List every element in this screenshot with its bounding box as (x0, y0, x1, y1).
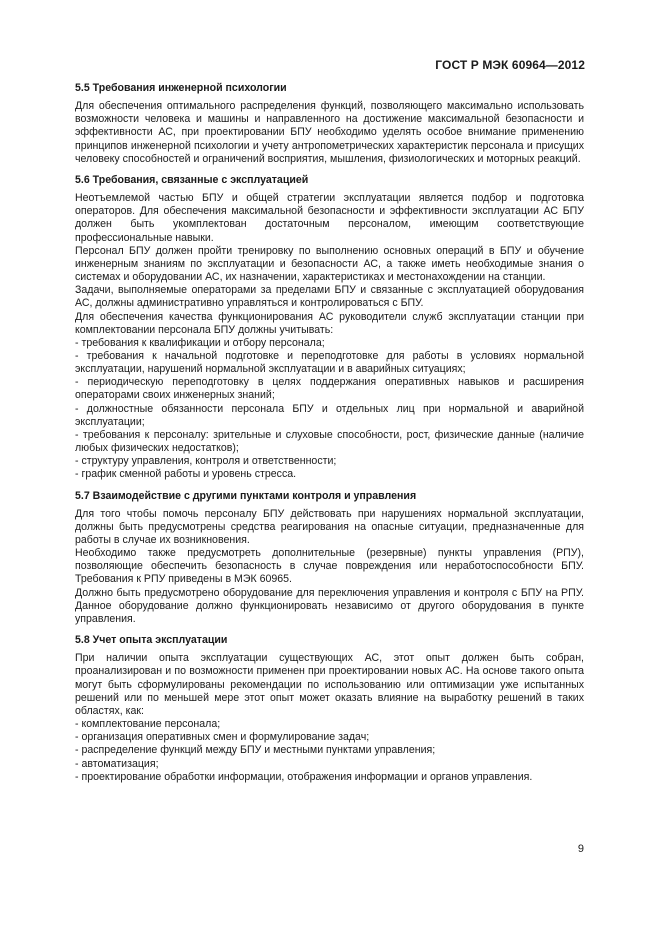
list-item: - должностные обязанности персонала БПУ и отдельных лиц при нормальной и аварийной эксплуатации; (75, 402, 584, 428)
page-content (75, 82, 584, 784)
list-item: - комплектование персонала; (75, 718, 221, 731)
list-item: - периодическую переподготовку в целях поддержания оперативных навыков и расширения операторами своих инженерных знаний; (75, 376, 584, 402)
list-item: - организация оперативных смен и формулирование задач; (75, 731, 370, 744)
paragraph: Необходимо также предусмотреть дополнительные (резервные) пункты управления (РПУ), позволяющие обеспечить безопасность в случае повреждения или неработоспособности БПУ. Требования к РПУ приведены в МЭК 60965. (75, 547, 584, 586)
requirements-list (75, 337, 584, 482)
paragraph: Персонал БПУ должен пройти тренировку по выполнению основных операций в БПУ и обучение инженерным знаниям по эксплуатации и безопасности АС, а также иметь необходимые знания о системах и оборудовании АС, их назначении, характеристиках и местонахождении на станции. (75, 244, 584, 284)
section-5-8 (75, 634, 584, 784)
paragraph: Для обеспечения качества функционирования АС руководители служб эксплуатации станции при комплектовании персонала БПУ должны учитывать: (75, 310, 584, 336)
paragraph: Должно быть предусмотрено оборудование для переключения управления и контроля с БПУ на РПУ. Данное оборудование должно функционировать независимо от другого оборудования в пункте управления. (75, 586, 584, 625)
section-heading: 5.6 Требования, связанные с эксплуатацией (75, 173, 309, 186)
list-item: - проектирование обработки информации, отображения информации и органов управления. (75, 770, 533, 783)
list-item: - автоматизация; (75, 757, 159, 770)
document-header: ГОСТ Р МЭК 60964—2012 (435, 58, 585, 72)
list-item: - требования к квалификации и отбору персонала; (75, 336, 325, 349)
paragraph: Неотъемлемой частью БПУ и общей стратегии эксплуатации является подбор и подготовка операторов. Для обеспечения максимальной безопасности и эффективности эксплуатации АС БПУ должен быть укомплектован достаточным персоналом, имеющим соответствующие профессиональные навыки. (75, 192, 584, 244)
paragraph: Задачи, выполняемые операторами за пределами БПУ и связанные с эксплуатацией оборудования АС, должны административно управляться и контролироваться с БПУ. (75, 284, 584, 310)
section-5-7 (75, 490, 584, 627)
list-item: - распределение функций между БПУ и местными пунктами управления; (75, 744, 436, 757)
section-heading: 5.7 Взаимодействие с другими пунктами контроля и управления (75, 489, 417, 502)
experience-areas-list (75, 718, 584, 784)
section-heading: 5.5 Требования инженерной психологии (75, 82, 287, 94)
page-number: 9 (577, 843, 584, 855)
paragraph: Для обеспечения оптимального распределения функций, позволяющего максимально использовать возможности человека и машины и направленного на достижение максимальной безопасности и эффективности АС, при проектировании БПУ необходимо уделять особое внимание применению принципов инженерной психологии и учету антропометрических характеристик персонала и присущих человеку способностей и ограничений восприятия, мышления, физиологических и моторных реакций. (75, 100, 584, 165)
section-heading: 5.8 Учет опыта эксплуатации (75, 634, 228, 647)
list-item: - требования к начальной подготовке и переподготовке для работы в условиях нормальной эксплуатации, нарушений нормальной эксплуатации и в аварийных ситуациях; (75, 349, 584, 376)
section-5-6 (75, 174, 584, 482)
paragraph: При наличии опыта эксплуатации существующих АС, этот опыт должен быть собран, проанализирован и по возможности применен при проектировании новых АС. На основе такого опыта могут быть сформулированы рекомендации по использованию или оптимизации уже испытанных решений или по меньшей мере этот опыт может оказать влияние на выработку решений в таких областях, как: (75, 652, 584, 717)
section-5-5 (75, 82, 584, 166)
list-item: - требования к персоналу: зрительные и слуховые способности, рост, физические данные (наличие любых физических недостатков); (75, 428, 584, 455)
list-item: - график сменной работы и уровень стресса. (75, 468, 297, 481)
list-item: - структуру управления, контроля и ответственности; (75, 455, 337, 468)
paragraph: Для того чтобы помочь персоналу БПУ действовать при нарушениях нормальной эксплуатации, должны быть предусмотрены средства реагирования на опасные ситуации, предназначенные для работы в случае их возникновения. (75, 507, 584, 546)
